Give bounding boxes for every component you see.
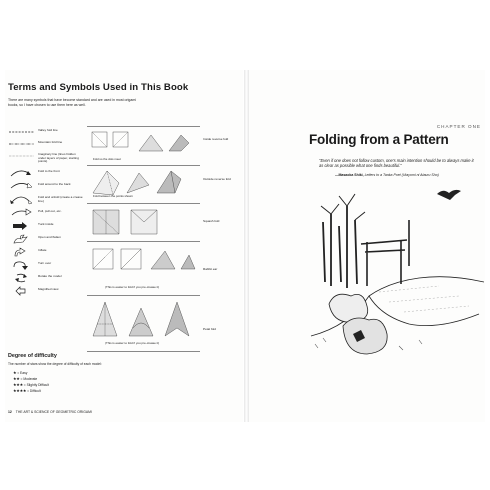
page-number: 12 — [8, 410, 12, 414]
fold-to-front-icon — [8, 167, 35, 179]
star-icon: ★★ — [13, 376, 20, 381]
symbol-row: Valley fold line — [8, 126, 83, 138]
pull-out-icon — [8, 207, 35, 219]
valley-fold-line-icon — [8, 126, 35, 138]
right-page — [249, 70, 485, 422]
difficulty-heading: Degree of difficulty — [8, 353, 57, 359]
symbol-row: Fold and unfold (create a crease line) — [8, 193, 83, 205]
symbol-row: Open and flatten — [8, 233, 83, 245]
diagram-row: (This is easier to fold if you pre-crease it) — [87, 241, 200, 296]
star-icon: ★★★★ — [13, 388, 27, 393]
fold-around-back-icon — [8, 180, 35, 192]
symbol-row: Pull, pull out, etc. — [8, 207, 83, 219]
difficulty-level: ★ = Easy — [13, 370, 28, 375]
difficulty-level: ★★★ = Slightly Difficult — [13, 382, 49, 387]
landscape-illustration — [309, 186, 484, 361]
star-icon: ★★★ — [13, 382, 23, 387]
difficulty-description: The number of stars show the degree of difficulty of each model: — [8, 362, 102, 366]
tuck-inside-icon — [8, 220, 35, 232]
magnify-icon — [8, 285, 35, 297]
symbol-row: Fold around to the back — [8, 180, 83, 192]
rotate-icon — [8, 272, 35, 284]
page-footer — [8, 410, 92, 414]
diagram-row: Fold so the dots meet — [87, 127, 200, 166]
intro-text: There are many symbols that have become standard and are used in most origami books, so I have chosen to use them here as well. — [8, 98, 137, 107]
fold-diagram-grid — [87, 126, 200, 371]
rabbit-ear-diagram — [89, 245, 197, 283]
symbol-row: Mountain fold line — [8, 138, 83, 150]
mountain-fold-line-icon — [8, 138, 35, 150]
difficulty-level: ★★ = Moderate — [13, 376, 38, 381]
symbol-row: Inflate — [8, 246, 83, 258]
inflate-icon — [8, 246, 35, 258]
epigraph-quote: "Even if one does not follow custom, one's main intention should be to always make it as clear as possible what one finds beautiful." — [319, 158, 474, 168]
symbol-row: Tuck inside — [8, 220, 83, 232]
symbol-row: Rotate the model — [8, 272, 83, 284]
turn-over-icon — [8, 259, 35, 271]
symbol-row: Imaginary line (lines hidden under layers of paper, starting points) — [8, 150, 83, 166]
difficulty-level: ★★★★ = Difficult — [13, 388, 41, 393]
diagram-row — [87, 203, 200, 242]
imaginary-line-icon — [8, 150, 35, 162]
diagram-row: (This is easier to fold if you pre-crease it) — [87, 295, 200, 352]
page-title: Terms and Symbols Used in This Book — [8, 82, 189, 93]
diagram-row: Fold between the points shown — [87, 165, 200, 204]
symbol-row: Turn over — [8, 259, 83, 271]
chapter-label: CHAPTER ONE — [436, 124, 481, 129]
epigraph-attribution: —Masaoka Shiki, Letters to a Tanka Poet (Utayomi ni Atauru Sho) — [335, 173, 439, 177]
left-page: Terms and Symbols Used in This Book There are many symbols that have become standard and are used in most origami books, so I have chosen to use them here as well. Valley fold line Mountain fold line Imaginary line (lines hidden under layers of paper, starting points) Fold to the front Fold around to the back Fold and unfold (create a crease line) Pull, pull out, etc. Tuck inside Open and flatten Inflate Turn over Rotate the model Magnified view Fold so the dots meet Fold between the points shown (This is easier to fold if you pre-crease it) (This is easier to fold if you pre-crease it) Inside reverse fold Outside reverse fold Squash fold Rabbit ear Petal fold Degree of difficulty The number of stars show the degree of difficulty of each model: ★ = Easy ★★ = Moderate ★★★ = Slightly Difficult ★★★★ = Difficult 12 THE ART & SCIENCE OF GEOMETRIC ORIGAMI — [5, 70, 243, 422]
symbol-row: Magnified view — [8, 285, 83, 297]
chapter-title: Folding from a Pattern — [309, 132, 449, 147]
squash-fold-diagram — [89, 206, 197, 238]
running-head: THE ART & SCIENCE OF GEOMETRIC ORIGAMI — [15, 410, 92, 414]
petal-fold-diagram — [89, 298, 197, 340]
open-flatten-icon — [8, 233, 35, 245]
star-icon: ★ — [13, 370, 17, 375]
fold-and-unfold-icon — [8, 193, 35, 205]
bird-icon — [437, 190, 461, 200]
symbol-row: Fold to the front — [8, 167, 83, 179]
